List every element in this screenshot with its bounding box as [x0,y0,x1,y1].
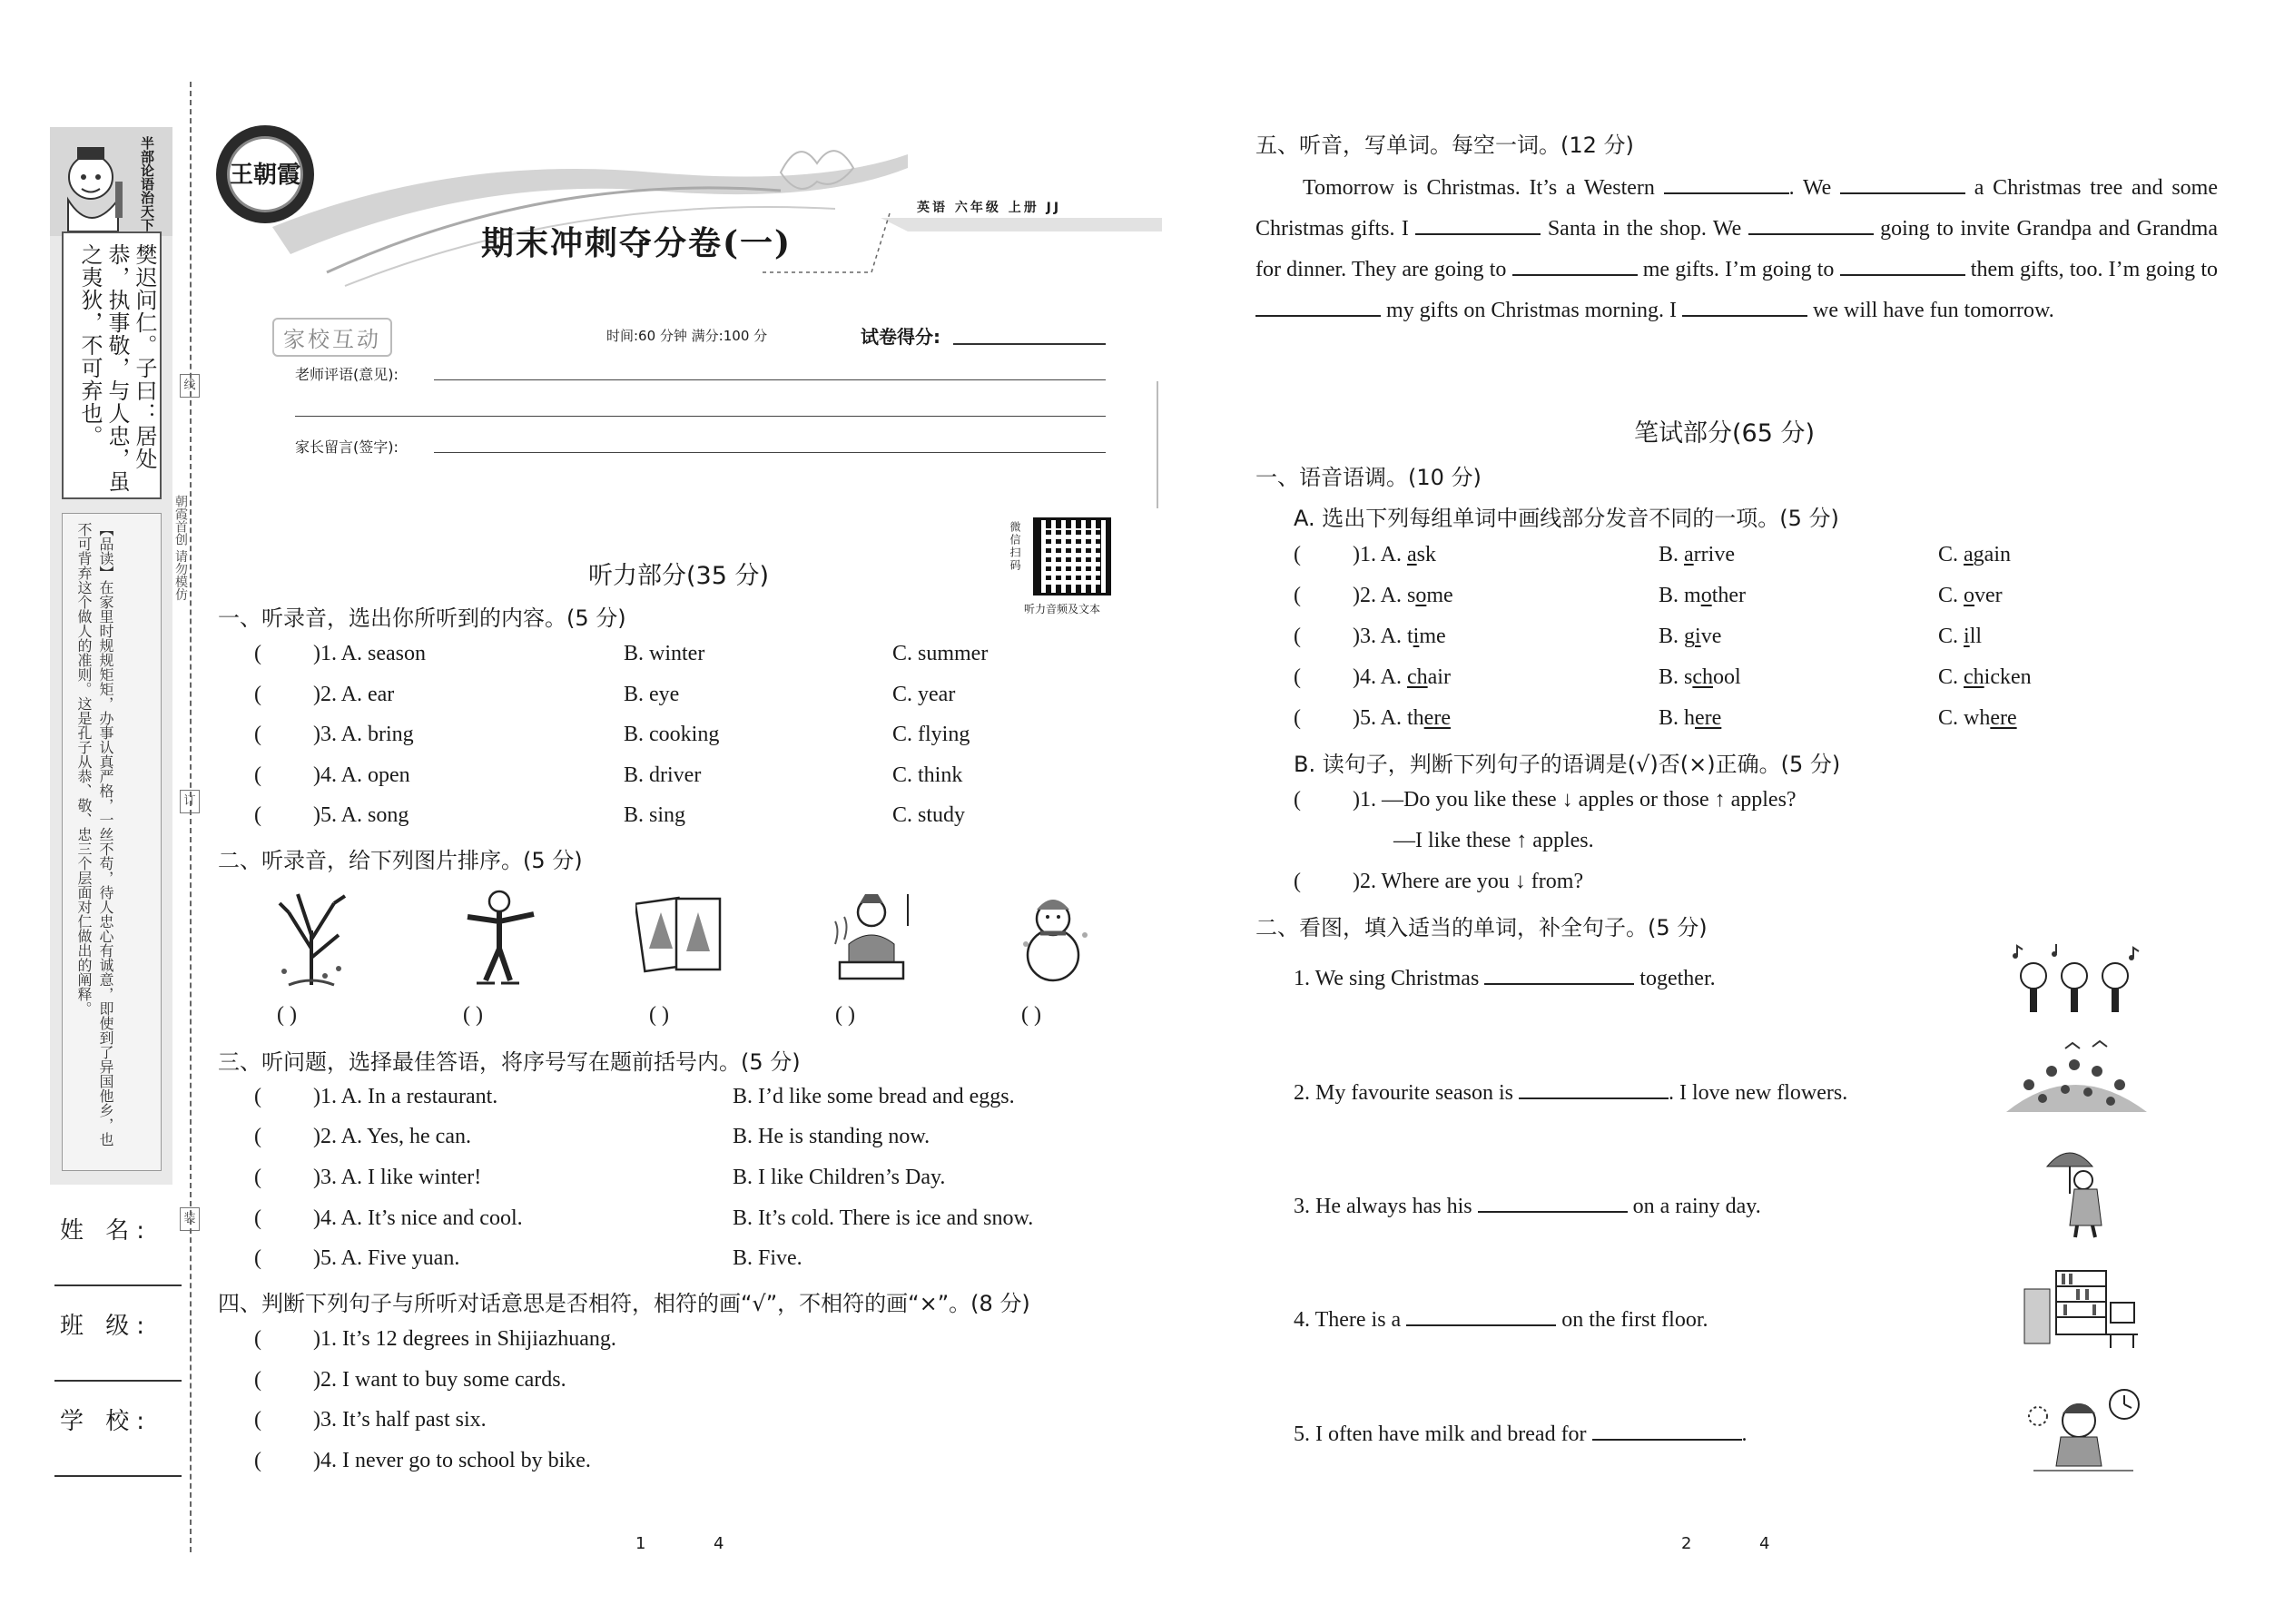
blank-1[interactable] [1664,174,1789,194]
written-part1-sub-b: B. 读句子，判断下列句子的语调是(√)否(×)正确。(5 分) [1294,752,1841,777]
option-b: B. cooking [624,723,720,746]
blank-5[interactable] [1512,256,1638,276]
answer-paren[interactable]: ( [254,1085,261,1108]
teacher-comment-field-2[interactable] [295,416,1106,417]
list-item: )3. It’s half past six. [313,1408,487,1432]
option-b: B. I like Children’s Day. [733,1166,946,1189]
list-item: )4. I never go to school by bike. [313,1449,591,1472]
option-c: C. where [1938,706,2017,730]
page-number: 1 [635,1534,646,1553]
picture-answer-5[interactable]: ( ) [1021,1003,1041,1027]
skater-image [454,885,545,989]
time-info: 时间:60 分钟 满分:100 分 [606,328,768,344]
parent-comment-field[interactable] [434,452,1106,453]
list-item: )4. A. open [313,763,410,787]
snowman-image [1008,890,1098,985]
picture-answer-2[interactable]: ( ) [463,1003,483,1027]
qr-side-label: 微信扫码 [1009,521,1021,572]
list-item: 3. He always has his on a rainy day. [1294,1195,1761,1218]
cut-mark-bind: 订 [180,790,200,813]
fill-blank-5[interactable] [1592,1421,1742,1441]
quote-text: 樊迟问仁。子曰：居处恭，执事敬，与人忠，虽之夷狄，不可弃也。 [77,243,157,493]
written-title: 笔试部分(65 分) [1634,419,1816,448]
option-c: C. flying [892,723,970,746]
option-b: B. give [1659,625,1722,648]
blank-8[interactable] [1682,297,1807,317]
written-part1-sub-a: A. 选出下列每组单词中画线部分发音不同的一项。(5 分) [1294,506,1839,531]
teacher-comment-field[interactable] [434,379,1106,380]
list-item: )1. A. season [313,642,426,665]
school-field[interactable] [54,1475,182,1477]
option-c: C. over [1938,584,2003,607]
breakfast-boy-image [2024,1384,2142,1475]
list-item: )2. I want to buy some cards. [313,1368,566,1392]
answer-paren[interactable]: ( [254,763,261,787]
qr-caption: 听力音频及文本 [1024,603,1101,615]
option-b: B. eye [624,683,680,706]
series-title: 半部论语治天下 [139,136,155,231]
umbrella-boy-image [2043,1139,2124,1239]
picture-answer-3[interactable]: ( ) [649,1003,669,1027]
listening-title: 听力部分(35 分) [588,562,770,590]
part5-title: 五、听音，写单词。每空一词。(12 分) [1255,133,1634,158]
part3-title: 三、听问题，选择最佳答语，将序号写在题前括号内。(5 分) [218,1049,801,1075]
list-item: )4. A. chair [1353,665,1451,689]
side-note: 朝霞首创 请勿模仿 [173,495,188,601]
picture-answer-1[interactable]: ( ) [277,1003,297,1027]
answer-paren[interactable]: ( [254,683,261,706]
fill-blank-2[interactable] [1519,1079,1669,1099]
list-item: 1. We sing Christmas together. [1294,967,1716,990]
score-field[interactable] [953,343,1106,345]
list-item: )5. A. there [1353,706,1451,730]
answer-paren[interactable]: ( [1294,584,1301,607]
option-a: )4. A. It’s nice and cool. [313,1206,523,1230]
answer-paren[interactable]: ( [254,1408,261,1432]
option-b: B. mother [1659,584,1746,607]
intonation-item-1-reply: —I like these ↑ apples. [1393,829,1594,852]
header-frame [1131,381,1158,508]
christmas-cards-image [635,890,726,980]
blank-3[interactable] [1415,215,1541,235]
option-b: B. It’s cold. There is ice and snow. [733,1206,1034,1230]
qr-code-pattern [1044,528,1100,585]
answer-paren[interactable]: ( [254,1246,261,1270]
intonation-item-2: )2. Where are you ↓ from? [1353,870,1584,893]
score-label: 试卷得分: [861,326,940,348]
name-label: 姓 名: [60,1217,153,1245]
brand-logo-text: 王朝霞 [229,162,300,189]
singing-children-image [2006,944,2151,1017]
list-item: )2. A. ear [313,683,395,706]
list-item: )5. A. song [313,803,409,827]
option-b: B. winter [624,642,705,665]
answer-paren[interactable]: ( [254,1206,261,1230]
home-school-badge: 家校互动 [272,318,392,357]
option-c: C. study [892,803,966,827]
library-image [2020,1266,2138,1353]
parent-comment-label: 家长留言(签字): [295,438,399,456]
answer-paren[interactable]: ( [1294,665,1301,689]
answer-paren[interactable]: ( [254,1327,261,1351]
blank-6[interactable] [1840,256,1965,276]
blank-7[interactable] [1255,297,1381,317]
answer-paren[interactable]: ( [1294,870,1301,893]
list-item: )3. A. bring [313,723,414,746]
answer-paren[interactable]: ( [254,1449,261,1472]
answer-paren[interactable]: ( [1294,625,1301,648]
answer-paren[interactable]: ( [254,723,261,746]
list-item: )1. A. ask [1353,543,1436,566]
class-label: 班 级: [60,1313,153,1340]
written-part1-title: 一、语音语调。(10 分) [1255,465,1482,490]
picture-answer-4[interactable]: ( ) [835,1003,855,1027]
fill-blank-3[interactable] [1478,1193,1628,1213]
option-a: )5. A. Five yuan. [313,1246,460,1270]
page-total: 4 [1759,1534,1770,1553]
blank-2[interactable] [1840,174,1965,194]
pindu-text: 【品读】在家里时规规矩矩，办事认真严格，一丝不苟，待人忠心有诚意，即使到了异国他乡，也不可背弃这个做人的准则。这是孔子从恭、敬、忠三个层面对仁做出的阐释。 [75,522,114,1147]
teacher-comment-label: 老师评语(意见): [295,366,399,383]
list-item: )2. A. some [1353,584,1453,607]
exam-title: 期末冲刺夺分卷(一) [481,224,793,262]
cooking-person-image [822,890,921,985]
option-c: C. again [1938,543,2011,566]
blank-4[interactable] [1748,215,1874,235]
option-c: C. think [892,763,963,787]
answer-paren[interactable]: ( [1294,706,1301,730]
answer-paren[interactable]: ( [254,1166,261,1189]
answer-paren[interactable]: ( [254,1125,261,1148]
cut-mark-line: 线 [180,374,200,398]
fill-blank-4[interactable] [1406,1306,1556,1326]
option-a: )2. A. Yes, he can. [313,1125,471,1148]
cut-mark-pack: 装 [180,1207,200,1231]
fill-blank-1[interactable] [1484,965,1634,985]
school-label: 学 校: [60,1408,153,1435]
class-field[interactable] [54,1380,182,1382]
dictation-passage: Tomorrow is Christmas. It’s a Western . We a Christmas tree and some Christmas gifts. I Santa in the shop. We going to invite Grandpa and Grandma for dinner. They are going to me gifts. I’m going to them gifts, too. I’m going to my gifts on Christmas morning. I we will have fun tomorrow. [1255,176,2219,322]
answer-paren[interactable]: ( [1294,543,1301,566]
page-total: 4 [714,1534,724,1553]
option-a: )1. A. In a restaurant. [313,1085,498,1108]
option-c: C. chicken [1938,665,2032,689]
answer-paren[interactable]: ( [254,803,261,827]
part4-title: 四、判断下列句子与所听对话意思是否相符，相符的画“√”，不相符的画“×”。(8 分) [218,1291,1030,1316]
page-number: 2 [1681,1534,1692,1553]
subject-tag: 英语 六年级 上册 JJ [917,201,1062,215]
option-a: )3. A. I like winter! [313,1166,482,1189]
option-c: C. ill [1938,625,1983,648]
part1-title: 一、听录音，选出你所听到的内容。(5 分) [218,605,626,631]
name-field[interactable] [54,1284,182,1286]
option-b: B. sing [624,803,686,827]
answer-paren[interactable]: ( [254,642,261,665]
option-b: B. driver [624,763,702,787]
option-b: B. school [1659,665,1741,689]
flowers-image [2002,1039,2151,1117]
option-b: B. I’d like some bread and eggs. [733,1085,1015,1108]
option-c: C. year [892,683,956,706]
list-item: 4. There is a on the first floor. [1294,1308,1708,1332]
option-b: B. arrive [1659,543,1735,566]
list-item: )1. It’s 12 degrees in Shijiazhuang. [313,1327,616,1351]
answer-paren[interactable]: ( [1294,788,1301,812]
answer-paren[interactable]: ( [254,1368,261,1392]
list-item: )3. A. time [1353,625,1446,648]
option-b: B. Five. [733,1246,802,1270]
list-item: 5. I often have milk and bread for . [1294,1422,1748,1446]
option-c: C. summer [892,642,989,665]
cut-line [190,82,192,1552]
written-part2-title: 二、看图，填入适当的单词，补全句子。(5 分) [1255,915,1708,940]
option-b: B. He is standing now. [733,1125,930,1148]
option-b: B. here [1659,706,1722,730]
leafless-tree-image [271,885,352,989]
part2-title: 二、听录音，给下列图片排序。(5 分) [218,848,583,873]
intonation-item-1: )1. —Do you like these ↓ apples or those ↑ apples? [1353,788,1797,812]
list-item: 2. My favourite season is . I love new flowers. [1294,1081,1848,1105]
